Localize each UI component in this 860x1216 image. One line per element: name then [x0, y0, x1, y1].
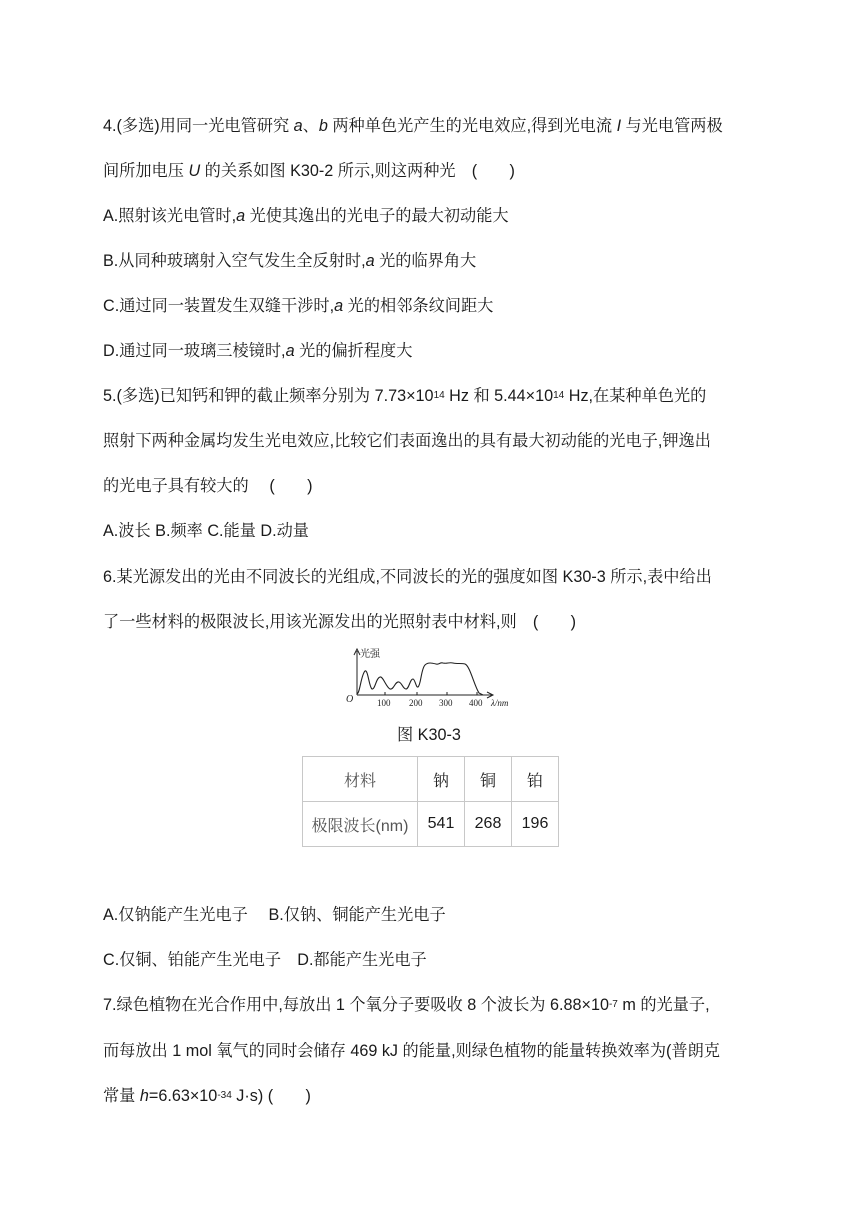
table-cell: 铂 — [512, 757, 559, 802]
q7-line-3: 常量 $h=6.63\times 10^{-34}$ J·s) ( ) — [103, 1087, 311, 1105]
origin-label: O — [346, 694, 354, 705]
q5-line-2: 照射下两种金属均发生光电效应,比较它们表面逸出的具有最大初动能的光电子,钾逸出 — [103, 432, 711, 450]
intensity-curve — [357, 663, 483, 695]
table-cell: 铜 — [465, 757, 512, 802]
q4-option-b: B.从同种玻璃射入空气发生全反射时,a 光的临界角大 — [103, 252, 477, 270]
q4-option-d: D.通过同一玻璃三棱镜时,a 光的偏折程度大 — [103, 342, 413, 360]
tick-label-400: 400 — [469, 698, 483, 708]
table-cell: 196 — [512, 802, 559, 847]
q4-line-1: 4.(多选)用同一光电管研究 a、b 两种单色光产生的光电效应,得到光电流 I 与光电管两极 — [103, 117, 723, 135]
q5-line-1: 5.(多选)已知钙和钾的截止频率分别为 $7.73\times 10^{14}$ Hz 和 $5.44\times 10^{14}$ Hz,在某种单色光的 — [103, 387, 707, 405]
table-cell: 极限波长(nm) — [303, 802, 418, 847]
table-row — [303, 802, 559, 847]
q6-options-1: A.仅钠能产生光电子 B.仅钠、铜能产生光电子 — [103, 906, 446, 924]
table-cell: 钠 — [418, 757, 465, 802]
table-cell: 541 — [418, 802, 465, 847]
q4-line-2: 间所加电压 U 的关系如图 K30-2 所示,则这两种光 ( ) — [103, 162, 515, 180]
figure-caption: 图 K30-3 — [397, 726, 461, 744]
x-axis-label: λ/nm — [491, 698, 509, 708]
spectrum-figure — [343, 645, 523, 711]
tick-label-100: 100 — [377, 698, 391, 708]
q6-line-1: 6.某光源发出的光由不同波长的光组成,不同波长的光的强度如图 K30-3 所示,表中给出 — [103, 568, 712, 586]
table-cell: 材料 — [303, 757, 418, 802]
q7-line-2: 而每放出 1 mol 氧气的同时会储存 469 kJ 的能量,则绿色植物的能量转换效率为(普朗克 — [103, 1042, 720, 1060]
q4-option-a: A.照射该光电管时,a 光使其逸出的光电子的最大初动能大 — [103, 207, 509, 225]
tick-label-300: 300 — [439, 698, 453, 708]
table-header-row — [303, 757, 559, 802]
table-cell: 268 — [465, 802, 512, 847]
material-table — [302, 756, 559, 847]
q4-option-c: C.通过同一装置发生双缝干涉时,a 光的相邻条纹间距大 — [103, 297, 494, 315]
q7-line-1: 7.绿色植物在光合作用中,每放出 1 个氧分子要吸收 8 个波长为 $6.88\times 10^{-7}$ m 的光量子, — [103, 996, 710, 1014]
q6-options-2: C.仅铜、铂能产生光电子 D.都能产生光电子 — [103, 951, 427, 969]
y-axis-label: 光强 — [360, 649, 380, 660]
tick-label-200: 200 — [409, 698, 423, 708]
q6-line-2: 了一些材料的极限波长,用该光源发出的光照射表中材料,则 ( ) — [103, 613, 577, 631]
q5-line-3: 的光电子具有较大的 ( ) — [103, 477, 313, 495]
q5-options: A.波长 B.频率 C.能量 D.动量 — [103, 522, 309, 540]
